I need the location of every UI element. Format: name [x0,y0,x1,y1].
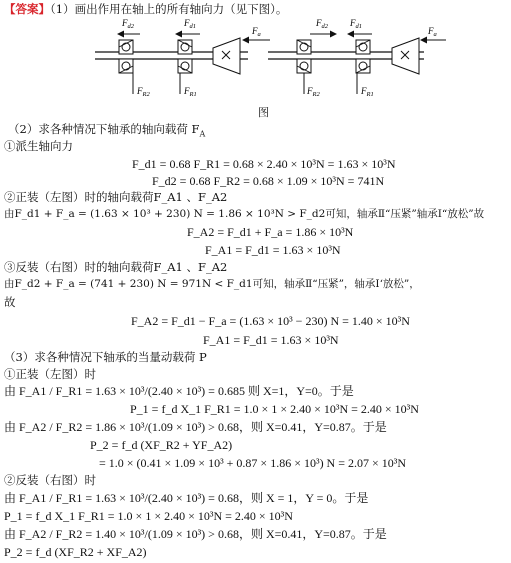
step-2-heading: （2）求各种情况下轴承的轴向载荷 $F_A$ [8,122,206,139]
eq-p1-normal: P_1 = f_d X_1 F_R1 = 1.0 × 1 × 2.40 × 10³N = 2.40 × 10³N [130,402,419,416]
right-fr2-label: $F_{R2}$ [307,86,320,98]
right-fa-label: $F_a$ [428,26,437,38]
eq-p2-normal: P_2 = f_d (XF_R2 + YF_A2) [90,438,233,452]
eq-p2-normal-result: = 1.0 × (0.41 × 1.09 × 10³ + 0.87 × 1.86 × 10³) N = 2.07 × 10³N [99,456,407,470]
reverse-mount-load-heading: ②反装（右图）时 [4,473,96,487]
derived-force-heading: ①派生轴向力 [4,139,73,153]
left-fr1-label: $F_{R1}$ [184,86,197,98]
eq-fa2-reverse: F_A2 = F_d1 − F_a = (1.63 × 10³ − 230) N = 1.40 × 10³N [131,314,410,328]
reverse-mount-heading: ③反装（右图）时的轴向载荷F_A1 、F_A2 [4,260,228,274]
therefore-label: 故 [4,295,16,309]
eq-fd2: F_d2 = 0.68 F_R2 = 0.68 × 1.09 × 10³N = 741N [152,174,385,188]
step-3-heading: （3）求各种情况下轴承的当量动载荷 P [4,350,207,364]
right-fd2-label: $F_{d2}$ [316,18,328,30]
normal-mount-heading: ②正装（左图）时的轴向载荷F_A1 、F_A2 [4,190,228,204]
answer-tag: 【答案】 [4,2,50,16]
answer-intro: （1）画出作用在轴上的所有轴向力（见下图）。 [50,2,288,16]
axial-force-figure [0,14,511,116]
left-arrangement [95,18,270,98]
bevel-gear-right [392,38,419,74]
bearing-2 [119,40,133,73]
figure-caption: 图 [258,106,269,119]
eq-ratio-2-normal: 由 F_A2 / F_R2 = 1.86 × 10³/(1.09 × 10³) > 0.68，则 X=0.41，Y=0.87。于是 [4,420,387,434]
left-fr2-label: $F_{R2}$ [137,86,150,98]
left-fd1-label: $F_{d1}$ [184,18,196,30]
eq-p1-reverse: P_1 = f_d X_1 F_R1 = 1.0 × 1 × 2.40 × 10³N = 2.40 × 10³N [4,509,293,523]
bearing-2-reversed [297,40,311,73]
bevel-gear [213,38,240,74]
eq-ratio-1-reverse: 由 F_A1 / F_R1 = 1.63 × 10³/(2.40 × 10³) = 0.68，则 X = 1，Y = 0。于是 [4,491,369,505]
left-fd2-label: $F_{d2}$ [122,18,134,30]
eq-fd1: F_d1 = 0.68 F_R1 = 0.68 × 2.40 × 10³N = 1.63 × 10³N [132,157,396,171]
eq-fa2-normal: F_A2 = F_d1 + F_a = 1.86 × 10³N [187,225,354,239]
normal-mount-condition: 由F_d1 + F_a = (1.63 × 10³ + 230) N = 1.86 × 10³N > F_d2可知，轴承Ⅱ“压紧”轴承Ⅰ“放松”故 [4,208,485,220]
eq-ratio-2-reverse: 由 F_A2 / F_R2 = 1.40 × 10³/(1.09 × 10³) > 0.68，则 X=0.41，Y=0.87。于是 [4,527,387,541]
right-arrangement [268,18,446,98]
bearing-1 [178,40,192,73]
eq-p2-reverse: P_2 = f_d (XF_R2 + XF_A2) [4,545,147,559]
right-fd1-label: $F_{d1}$ [350,18,362,30]
reverse-mount-condition: 由F_d2 + F_a = (741 + 230) N = 971N < F_d1可知，轴承Ⅱ“压紧”，轴承Ⅰ‘放松”， [4,278,420,290]
eq-ratio-1-normal: 由 F_A1 / F_R1 = 1.63 × 10³/(2.40 × 10³) = 0.685 则 X=1，Y=0。于是 [4,384,354,398]
normal-mount-load-heading: ①正装（左图）时 [4,367,96,381]
bearing-1-reversed [356,40,370,73]
right-fr1-label: $F_{R1}$ [361,86,374,98]
eq-fa1-normal: F_A1 = F_d1 = 1.63 × 10³N [205,243,341,257]
left-fa-label: $F_a$ [252,26,261,38]
eq-fa1-reverse: F_A1 = F_d1 = 1.63 × 10³N [203,333,339,347]
